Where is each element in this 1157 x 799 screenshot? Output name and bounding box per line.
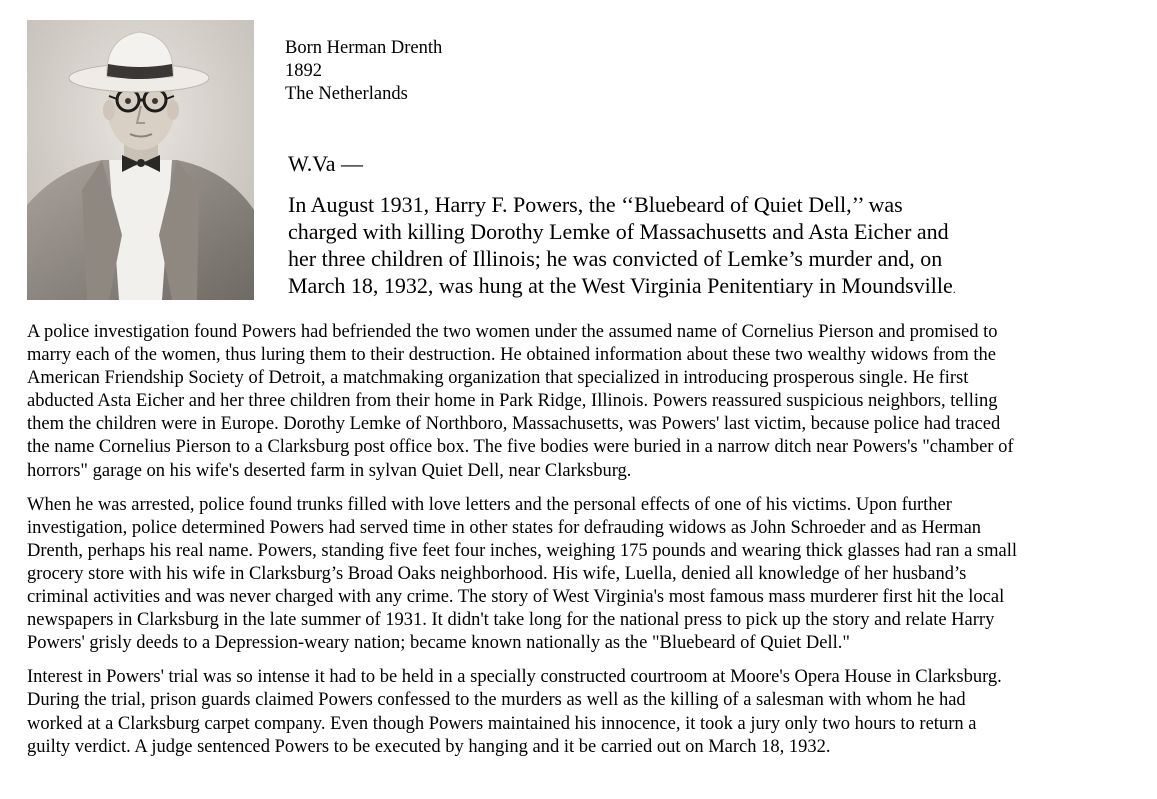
lead-end-period: . xyxy=(952,282,956,296)
bio-block xyxy=(285,37,442,106)
body-paragraph-1 xyxy=(27,321,1137,483)
lead-line: charged with killing Dorothy Lemke of Massachusetts and Asta Eicher and xyxy=(288,219,949,244)
body-paragraph-2 xyxy=(27,494,1137,656)
article-body xyxy=(27,321,1137,770)
body-line: worked at a Clarksburg carpet company. Even though Powers maintained his innocence, it took a jury only two hours to return a xyxy=(27,713,977,734)
birth-country: The Netherlands xyxy=(285,84,408,104)
body-line: Drenth, perhaps his real name. Powers, standing five feet four inches, weighing 175 pounds and wearing thick glasses had ran a small xyxy=(27,540,1018,561)
body-line: guilty verdict. A judge sentenced Powers to be executed by hanging and it be carried out on March 18, 1932. xyxy=(27,736,831,757)
body-line: them the children were in Europe. Dorothy Lemke of Northboro, Massachusetts, was Powers' last victim, because police had traced xyxy=(27,414,1001,435)
portrait-illustration xyxy=(27,20,254,300)
lead-line: In August 1931, Harry F. Powers, the ‘‘Bluebeard of Quiet Dell,’’ was xyxy=(288,192,903,217)
portrait-photo xyxy=(27,20,254,300)
lead-paragraph xyxy=(288,191,1048,303)
dateline: W.Va — xyxy=(288,151,363,176)
body-paragraph-3 xyxy=(27,666,1137,758)
lead-line-last xyxy=(288,272,1048,303)
body-line: During the trial, prison guards claimed Powers confessed to the murders as well as the killing of a salesman with whom he had xyxy=(27,690,966,711)
body-line: marry each of the women, thus luring them to their destruction. He obtained information about these two wealthy widows from the xyxy=(27,345,996,366)
birth-name: Born Herman Drenth xyxy=(285,38,443,58)
birth-year: 1892 xyxy=(285,61,322,81)
body-line: When he was arrested, police found trunks filled with love letters and the personal effects of one of his victims. Upon further xyxy=(27,494,952,515)
body-line: abducted Asta Eicher and her three children from their home in Park Ridge, Illinois. Powers reassured suspicious neighbors, telling xyxy=(27,391,998,412)
lead-line-text: March 18, 1932, was hung at the West Virginia Penitentiary in Moundsville xyxy=(288,273,953,298)
body-line: investigation, police determined Powers had served time in other states for defrauding widows as John Schroeder and as Herman xyxy=(27,517,982,538)
body-line: criminal activities and was never charged with any crime. The story of West Virginia's most famous mass murderer first hit the local xyxy=(27,587,1005,608)
body-line: newspapers in Clarksburg in the late summer of 1931. It didn't take long for the national press to pick up the story and relate Harry xyxy=(27,610,995,631)
lead-line: her three children of Illinois; he was convicted of Lemke’s murder and, on xyxy=(288,246,943,271)
body-line: the name Cornelius Pierson to a Clarksburg post office box. The five bodies were buried in a narrow ditch near Powers's "chamber of xyxy=(27,437,1014,458)
body-line: A police investigation found Powers had befriended the two women under the assumed name of Cornelius Pierson and promised to xyxy=(27,322,998,342)
body-line: Powers' grisly deeds to a Depression-weary nation; became known nationally as the "Bluebeard of Quiet Dell." xyxy=(27,633,850,654)
body-line: grocery store with his wife in Clarksburg’s Broad Oaks neighborhood. His wife, Luella, denied all knowledge of her husband’s xyxy=(27,563,967,584)
body-line: horrors" garage on his wife's deserted farm in sylvan Quiet Dell, near Clarksburg. xyxy=(27,460,632,481)
body-line: American Friendship Society of Detroit, a matchmaking organization that specialized in introducing prosperous single. He first xyxy=(27,368,969,389)
body-line: Interest in Powers' trial was so intense it had to be held in a specially constructed courtroom at Moore's Opera House in Clarksburg. xyxy=(27,667,1002,688)
